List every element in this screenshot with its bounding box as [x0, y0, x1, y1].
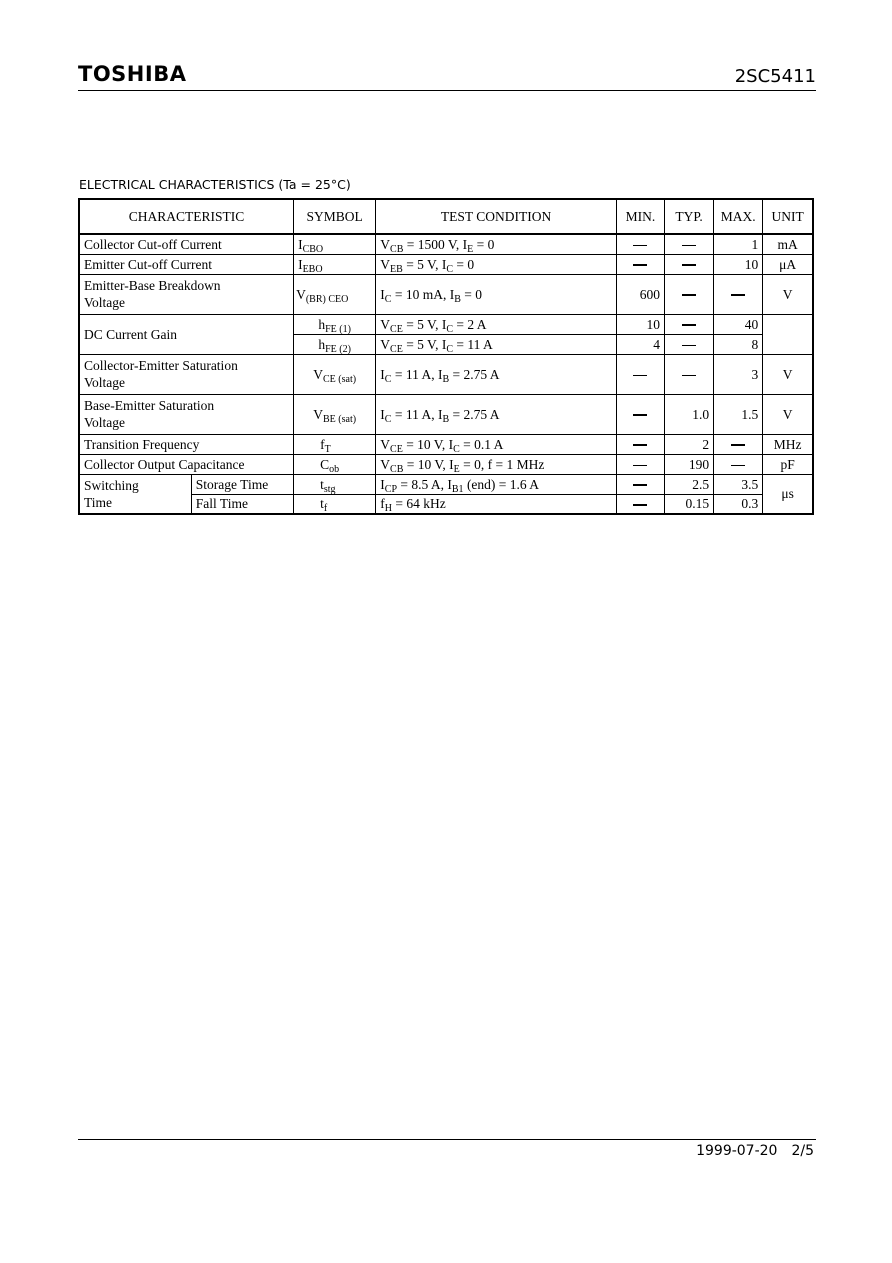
footer	[696, 1143, 814, 1159]
row-min: 10	[616, 314, 664, 334]
row-min	[616, 394, 664, 434]
table-row	[79, 434, 813, 454]
table-row	[79, 474, 813, 494]
row-max: 8	[714, 334, 763, 354]
row-condition: $V_{CE} = 5$ V, $I_C = 11$ A	[376, 334, 617, 354]
row-min	[616, 454, 664, 474]
row-condition: $f_H = 64$ kHz	[376, 494, 617, 514]
row-name: Transition Frequency	[79, 434, 294, 454]
table-row	[79, 254, 813, 274]
row-typ: 2	[665, 434, 714, 454]
row-symbol: $C_{ob}$	[294, 454, 376, 474]
row-max: 0.3	[714, 494, 763, 514]
row-unit: V	[763, 394, 813, 434]
row-min	[616, 354, 664, 394]
page-number: 2/5	[791, 1143, 814, 1159]
col-symbol: SYMBOL	[294, 199, 376, 234]
row-typ	[665, 334, 714, 354]
header-rule	[78, 90, 816, 91]
table-header-row	[79, 199, 813, 234]
row-symbol: $f_T$	[294, 434, 376, 454]
row-unit: V	[763, 274, 813, 314]
row-condition: $I_{CP} = 8.5$ A, $I_{B1}$ (end) = 1.6 A	[376, 474, 617, 494]
row-symbol: $h_{FE (2)}$	[294, 334, 376, 354]
row-max	[714, 434, 763, 454]
row-min	[616, 434, 664, 454]
row-unit: MHz	[763, 434, 813, 454]
row-typ	[665, 314, 714, 334]
row-max: 3	[714, 354, 763, 394]
row-typ	[665, 254, 714, 274]
row-unit: μA	[763, 254, 813, 274]
row-max	[714, 274, 763, 314]
row-max: 1	[714, 234, 763, 254]
row-condition: $V_{CB} = 1500$ V, $I_E = 0$	[376, 234, 617, 254]
row-symbol: $V_{BE (sat)}$	[294, 394, 376, 434]
row-max: 40	[714, 314, 763, 334]
row-typ	[665, 274, 714, 314]
row-condition: $V_{EB} = 5$ V, $I_C = 0$	[376, 254, 617, 274]
row-name: Emitter-Base Breakdown Voltage	[79, 274, 294, 314]
row-typ: 0.15	[665, 494, 714, 514]
table-row	[79, 454, 813, 474]
col-typ: TYP.	[665, 199, 714, 234]
row-condition: $I_C = 11$ A, $I_B = 2.75$ A	[376, 354, 617, 394]
row-unit: V	[763, 354, 813, 394]
part-number: 2SC5411	[734, 66, 816, 87]
electrical-characteristics-table	[78, 198, 814, 515]
table-caption: ELECTRICAL CHARACTERISTICS (Ta = 25°C)	[79, 177, 351, 192]
row-condition: $I_C = 10$ mA, $I_B = 0$	[376, 274, 617, 314]
row-symbol: $V_{(BR) CEO}$	[294, 274, 376, 314]
row-symbol: $V_{CE (sat)}$	[294, 354, 376, 394]
brand-logo: TOSHIBA	[78, 62, 187, 86]
row-typ: 1.0	[665, 394, 714, 434]
footer-rule	[78, 1139, 816, 1140]
row-max	[714, 454, 763, 474]
row-symbol: $h_{FE (1)}$	[294, 314, 376, 334]
row-symbol: $t_f$	[294, 494, 376, 514]
row-unit: pF	[763, 454, 813, 474]
table-row	[79, 314, 813, 334]
row-min	[616, 254, 664, 274]
table-row	[79, 234, 813, 254]
table-row	[79, 394, 813, 434]
row-name: Switching Time	[79, 474, 191, 514]
row-unit	[763, 314, 813, 354]
row-max: 1.5	[714, 394, 763, 434]
row-name: Base-Emitter Saturation Voltage	[79, 394, 294, 434]
row-name: Emitter Cut-off Current	[79, 254, 294, 274]
col-min: MIN.	[616, 199, 664, 234]
row-name: Collector Cut-off Current	[79, 234, 294, 254]
row-condition: $V_{CE} = 10$ V, $I_C = 0.1$ A	[376, 434, 617, 454]
table-row	[79, 274, 813, 314]
row-subname: Storage Time	[191, 474, 293, 494]
row-min	[616, 474, 664, 494]
row-min: 600	[616, 274, 664, 314]
col-test-condition: TEST CONDITION	[376, 199, 617, 234]
col-unit: UNIT	[763, 199, 813, 234]
row-max: 3.5	[714, 474, 763, 494]
footer-date: 1999-07-20	[696, 1143, 778, 1159]
row-condition: $V_{CB} = 10$ V, $I_E = 0$, f = 1 MHz	[376, 454, 617, 474]
row-typ	[665, 354, 714, 394]
row-condition: $V_{CE} = 5$ V, $I_C = 2$ A	[376, 314, 617, 334]
row-max: 10	[714, 254, 763, 274]
row-min	[616, 234, 664, 254]
row-symbol: $I_{CBO}$	[294, 234, 376, 254]
row-name: DC Current Gain	[79, 314, 294, 354]
row-name: Collector Output Capacitance	[79, 454, 294, 474]
row-min: 4	[616, 334, 664, 354]
row-typ: 190	[665, 454, 714, 474]
row-symbol: $I_{EBO}$	[294, 254, 376, 274]
row-typ	[665, 234, 714, 254]
row-unit: μs	[763, 474, 813, 514]
row-unit: mA	[763, 234, 813, 254]
row-min	[616, 494, 664, 514]
row-typ: 2.5	[665, 474, 714, 494]
row-symbol: $t_{stg}$	[294, 474, 376, 494]
row-condition: $I_C = 11$ A, $I_B = 2.75$ A	[376, 394, 617, 434]
table-row	[79, 354, 813, 394]
col-characteristic: CHARACTERISTIC	[79, 199, 294, 234]
row-subname: Fall Time	[191, 494, 293, 514]
col-max: MAX.	[714, 199, 763, 234]
row-name: Collector-Emitter Saturation Voltage	[79, 354, 294, 394]
